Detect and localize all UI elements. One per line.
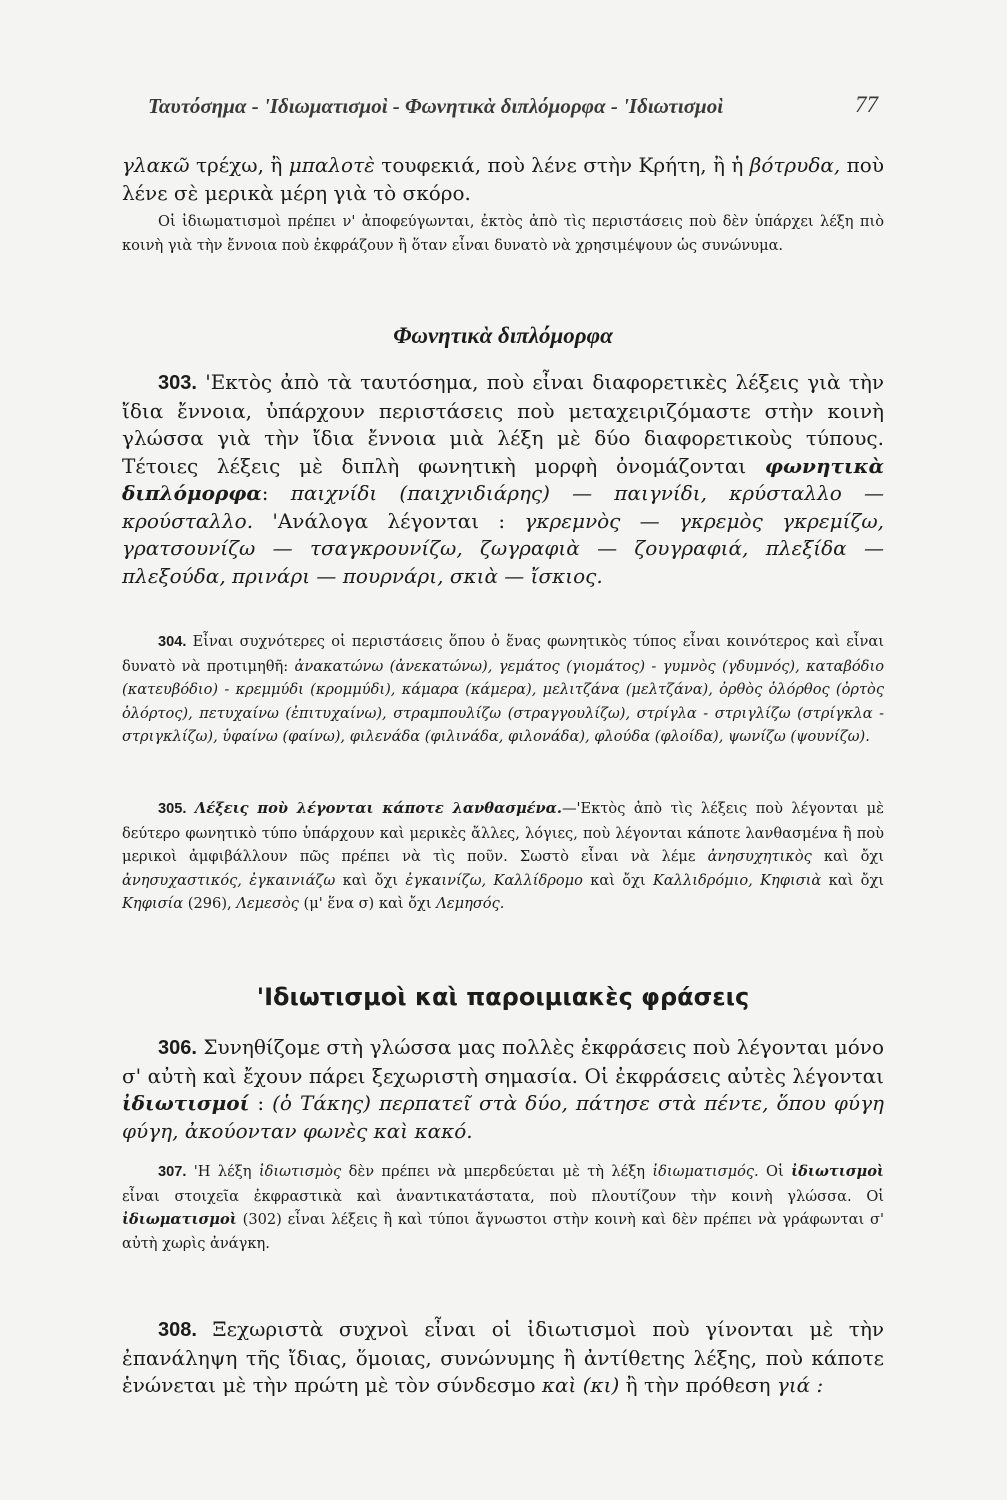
subtitle-idioms: 'Ιδιωτισμοὶ καὶ παροιμιακὲς φράσεις [256,983,750,1011]
paragraph-304 [122,630,884,749]
bold-italic-term: ἰδιωτισμοὶ [791,1163,884,1180]
text-run: Ξεχωριστὰ συχνοὶ εἶναι οἱ ἰδιωτισμοὶ ποὺ γίνονται μὲ τὴν ἐπανάληψη τῆς ἴδιας, ὅμοιας, συνώνυμης ἢ ἀντίθετης λέξης, ποὺ κάποτε ἑνώνεται μὲ τὴν πρώτη μὲ τὸν σύνδεσμο [122,1317,884,1397]
section-number: 305. [158,801,187,817]
text-run: καὶ ὄχι [582,871,653,889]
italic-text: γκρεμνὸς — γκρεμὸς γκρεμίζω, γρατσουνίζω — τσαγκρουνίζω, ζωγραφιὰ — ζουγραφιά, πλεξίδα — πλεξούδα, πρινάρι — πουρνάρι, σκιὰ — ἴσκιος. [122,508,884,588]
bold-italic-term: ἰδιωματισμοὶ [122,1211,237,1228]
italic-text: γλακῶ [122,153,190,177]
italic-text: γιά : [776,1373,824,1397]
paragraph-306 [122,1034,884,1145]
section-number: 303. [158,372,197,394]
running-title: Ταυτόσημα - 'Ιδιωματισμοὶ - Φωνητικὰ διπλόμορφα - 'Ιδιωτισμοὶ [148,94,724,118]
text-run: τρέχω, ἢ [189,153,289,177]
italic-text: ἀνακατώνω (ἀνεκατώνω), γεμάτος (γιομάτος) - γυμνὸς (γδυμνός), καταβόδιο (κατευβόδιο) - κρεμμύδι (κρομμύδι), κάμαρα (κάμερα), μελιτζάνα (μελτζάνα), ὀρθὸς ὁλόρθος (ὀρτὸς ὁλόρτος), πετυχαίνω (ἐπιτυχαίνω), στραμπουλίζω (στραγγουλίζω), στρίγλα - στριγλίζω (στρίγκλα - στριγκλίζω), ὑφαίνω (φαίνω), φιλενάδα (φιλινάδα, φιλονάδα), φλούδα (φλοίδα), ψωνίζω (ψουνίζω). [122,657,884,745]
text-run: 'Ανάλογα λέγονται : [253,508,525,533]
text-run: : [261,481,291,505]
bold-italic-term: ἰδιωτισμοί [122,1091,250,1115]
bold-italic-term: φωνητικὰ διπλόμορφα [122,453,884,505]
italic-text: Καλλιδρόμιο, Κηφισιὰ [653,871,822,889]
text-run: Οἱ ἰδιωματισμοὶ πρέπει ν' ἀποφεύγωνται, ἐκτὸς ἀπὸ τὶς περιστάσεις ποὺ δὲν ὑπάρχει λέξη πιὸ κοινὴ γιὰ τὴν ἔννοια ποὺ ἐκφράζουν ἢ ὅταν εἶναι δυνατὸ νὰ χρησιμέψουν ὡς συνώνυμα. [122,213,884,254]
text-run: : [249,1091,273,1115]
text-run: Εἶναι συχνότερες οἱ περιστάσεις ὅπου ὁ ἕνας φωνητικὸς τύπος εἶναι κοινότερος καὶ εἶναι δυνατὸ νὰ προτιμηθῆ: [122,633,884,675]
text-run: (μ' ἕνα σ) καὶ ὄχι [298,895,437,912]
text-run [186,800,194,817]
italic-text: ἰδιωματισμός. [652,1163,759,1180]
italic-text: Λεμεσὸς [236,895,299,912]
text-run: ἢ τὴν πρόθεση [619,1373,777,1397]
italic-text: ἀνησυχαστικός, ἐγκαινιάζω [122,871,336,889]
text-run: (296), [183,895,237,912]
section-number: 308. [158,1319,197,1341]
section-number: 307. [158,1164,187,1180]
paragraph-intro [122,152,884,207]
subtitle-phonetic-doublets: Φωνητικὰ διπλόμορφα [393,323,613,348]
italic-text: καὶ (κι) [541,1373,620,1397]
section-number: 304. [158,634,187,650]
text-run: ποὺ λένε σὲ μερικὰ μέρη γιὰ τὸ σκόρο. [122,153,884,205]
text-run: —'Εκτὸς ἀπὸ τὶς λέξεις ποὺ λέγονται μὲ δεύτερο φωνητικὸ τύπο ὑπάρχουν καὶ μερικὲς ἄλλες, λόγιες, ποὺ λέγονται κάποτε λανθασμένα ἢ ποὺ μερικοὶ ἀμφιβάλλουν πῶς πρέπει νὰ τὶς ποῦν. Σωστὸ εἶναι νὰ λέμε [122,800,885,865]
paragraph-idiomatisms-note [122,210,884,257]
running-header [148,94,878,119]
text-run: καὶ ὄχι [811,848,884,865]
bold-italic-term: Λέξεις ποὺ λέγονται κάποτε λανθασμένα. [194,800,562,817]
text-run: καὶ ὄχι [335,871,406,889]
paragraph-303 [122,369,884,590]
paragraph-305 [122,797,884,916]
text-run: Οἱ [758,1163,792,1180]
text-run: 'Η λέξη [186,1163,259,1180]
text-run: τουφεκιά, ποὺ λένε στὴν Κρήτη, ἢ ἡ [374,153,750,177]
italic-text: μπαλοτὲ [288,153,375,177]
section-number: 306. [158,1037,197,1059]
italic-text: (ὁ Τάκης) περπατεῖ στὰ δύο, πάτησε στὰ πέντε, ὅπου φύγη φύγη, ἀκούονταν φωνὲς καὶ κακό. [122,1091,884,1143]
text-run: καὶ ὄχι [821,871,885,889]
text-run: 'Εκτὸς ἀπὸ τὰ ταυτόσημα, ποὺ εἶναι διαφορετικὲς λέξεις γιὰ τὴν ἴδια ἔννοια, ὑπάρχουν περιστάσεις ποὺ μεταχειριζόμαστε στὴν κοινὴ γλώσσα γιὰ τὴν ἴδια ἔννοια μιὰ λέξη μὲ δύο διαφορετικοὺς τύπους. Τέτοιες λέξεις μὲ διπλὴ φωνητικὴ μορφὴ ὀνομάζονται [122,370,884,478]
italic-text: παιχνίδι (παιχνιδιάρης) — παιγνίδι, κρύσταλλο — κρούσταλλο. [122,481,884,533]
italic-text: ἐγκαινίζω, Καλλίδρομο [405,871,583,889]
paragraph-308 [122,1316,884,1400]
italic-text: Λεμησός. [436,895,505,912]
text-run: (302) εἶναι λέξεις ἢ καὶ τύποι ἄγνωστοι στὴν κοινὴ καὶ δὲν πρέπει νὰ γράφωνται σ' αὐτὴ χωρὶς ἀνάγκη. [122,1211,884,1252]
italic-text: ἰδιωτισμὸς [258,1163,342,1180]
paragraph-307 [122,1160,884,1255]
text-run: δὲν πρέπει νὰ μπερδεύεται μὲ τὴ λέξη [341,1163,653,1180]
italic-text: Κηφισία [122,895,184,912]
text-run: Συνηθίζομε στὴ γλώσσα μας πολλὲς ἐκφράσεις ποὺ λέγονται μόνο σ' αὐτὴ καὶ ἔχουν πάρει ξεχωριστὴ σημασία. Οἱ ἐκφράσεις αὐτὲς λέγονται [122,1035,884,1088]
text-run: εἶναι στοιχεῖα ἐκφραστικὰ καὶ ἀναντικατάστατα, ποὺ πλουτίζουν τὴν κοινὴ γλώσσα. Οἱ [122,1187,884,1205]
italic-text: βότρυδα, [749,153,841,177]
page-number: 77 [855,92,878,117]
italic-text: ἀνησυχητικὸς [707,848,812,865]
